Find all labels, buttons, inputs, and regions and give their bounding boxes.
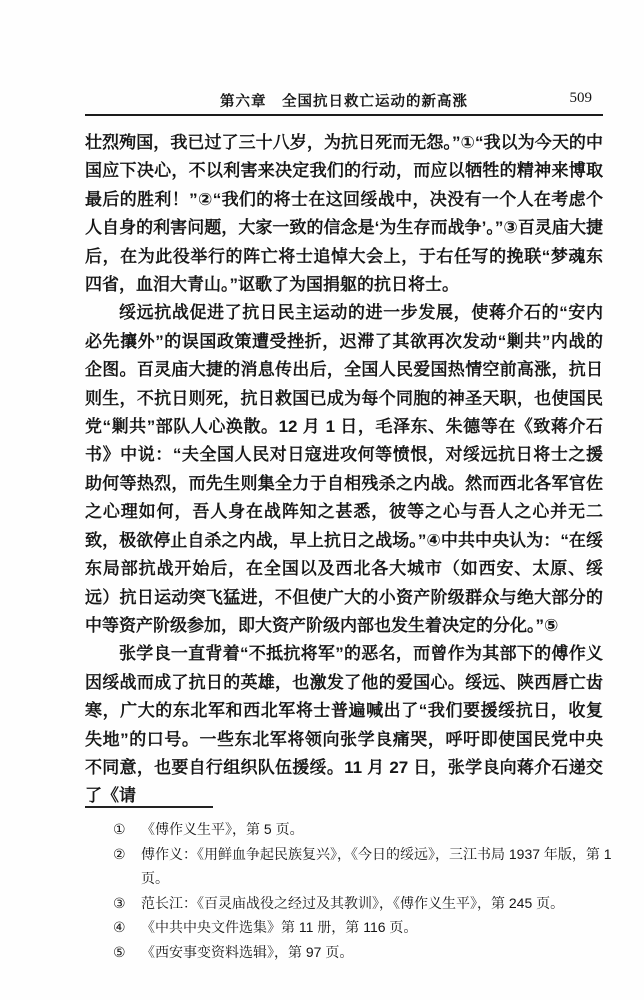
footnote-separator [85, 806, 213, 808]
footnote-marker: ⑤ [113, 943, 126, 960]
footnote-marker: ① [113, 821, 126, 837]
footnote-list [113, 817, 637, 965]
footnote-marker: ② [113, 845, 126, 862]
footnote-marker: ④ [113, 919, 126, 936]
footnote-item [113, 817, 637, 842]
paragraph: 绥远抗战促进了抗日民主运动的进一步发展，使蒋介石的“安内必先攘外”的误国政策遭受挫折，迟滞了其欲再次发动“剿共”内战的企图。百灵庙大捷的消息传出后，全国人民爱国热情空前高涨，抗日则生，不抗日则死，抗日救国已成为每个同胞的神圣天职，也使国民党“剿共”部队人心涣散。12 月 1 日，毛泽东、朱德等在《致蒋介石书》中说：“夫全国人民对日寇进攻何等愤恨，对绥远抗日将士之援助何等热烈，而先生则集全力于自相残杀之内战。然而西北各军官佐之心理如何，吾人身在战阵知之甚悉，彼等之心与吾人之心并无二致，极欲停止自杀之内战，早上抗日之战场。”④中共中央认为：“在绥东局部抗战开始后，在全国以及西北各大城市（如西安、太原、绥远）抗日运动突飞猛进，不但使广大的小资产阶级群众与绝大部分的中等资产阶级参加，即大资产阶级内部也发生着决定的分化。”⑤ [85, 303, 603, 635]
footnote-item [113, 842, 637, 891]
footnote-item [113, 891, 637, 916]
footnote-text: 《傅作义生平》，第 5 页。 [141, 821, 304, 837]
footnote-marker: ③ [113, 894, 126, 911]
footnote-text: 《中共中央文件选集》第 11 册，第 116 页。 [141, 919, 418, 936]
page-number: 509 [569, 90, 592, 106]
header-rule [85, 114, 603, 116]
running-head: 第六章 全国抗日救亡运动的新高涨 [220, 94, 468, 110]
footnote-text: 傅作义：《用鲜血争起民族复兴》，《今日的绥远》，三江书局 1937 年版，第 1 页。 [141, 845, 612, 887]
footnote-item [113, 915, 637, 940]
paragraph: 张学良一直背着“不抵抗将军”的恶名，而曾作为其部下的傅作义因绥战而成了抗日的英雄，也激发了他的爱国心。绥远、陕西唇亡齿寒，广大的东北军和西北军将士普遍喊出了“我们要援绥抗日，收复失地”的口号。一些东北军将领向张学良痛哭，呼吁即使国民党中央不同意，也要自行组织队伍援绥。11 月 27 日，张学良向蒋介石递交了《请 [85, 644, 603, 806]
footnote-text: 范长江：《百灵庙战役之经过及其教训》，《傅作义生平》，第 245 页。 [141, 894, 565, 911]
footnote-item [113, 940, 637, 965]
body-text [85, 129, 603, 811]
footnote-text: 《西安事变资料选辑》，第 97 页。 [141, 943, 354, 960]
paragraph-continuation: 壮烈殉国，我已过了三十八岁，为抗日死而无怨。”①“我以为今天的中国应下决心，不以利害来决定我们的行动，而应以牺牲的精神来博取最后的胜利！”②“我们的将士在这回绥战中，决没有一个人在考虑个人自身的利害问题，大家一致的信念是‘为生存而战争’。”③百灵庙大捷后，在为此役举行的阵亡将士追悼大会上，于右任写的挽联“梦魂东四省，血泪大青山。”讴歌了为国捐躯的抗日将士。 [85, 133, 603, 295]
